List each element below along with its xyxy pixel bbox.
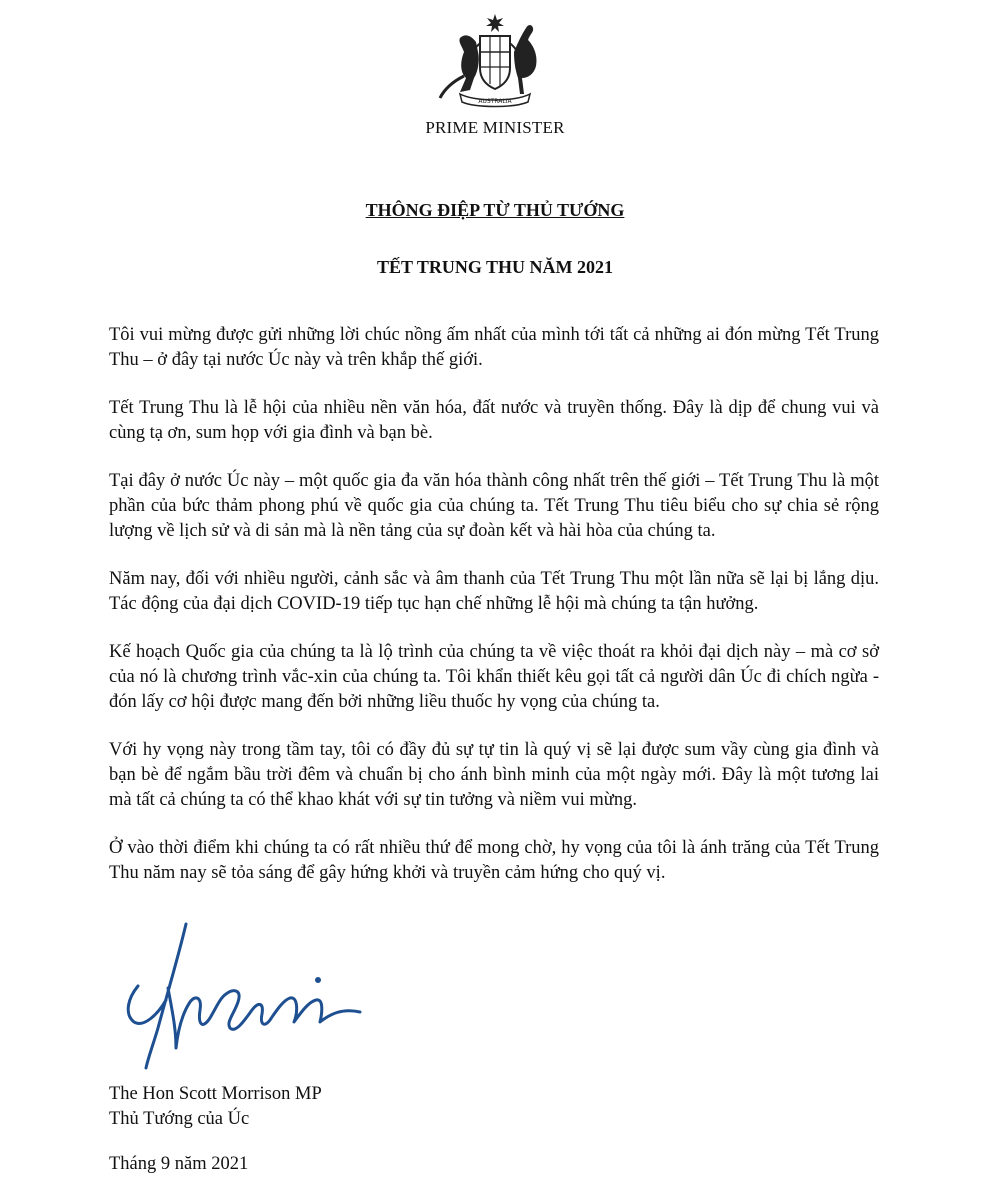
paragraph-1: Tôi vui mừng được gửi những lời chúc nồng ấm nhất của mình tới tất cả những ai đón mừng Tết Trung Thu – ở đây tại nước Úc này và trên khắp thế giới. [109,325,879,370]
coat-of-arms-icon [430,12,560,108]
office-heading: PRIME MINISTER [425,118,565,137]
signatory-name: The Hon Scott Morrison MP [109,1084,322,1104]
signature-image [118,918,378,1078]
signatory-role: Thủ Tướng của Úc [109,1109,250,1129]
crest-motto: AUSTRALIA [478,98,512,105]
paragraph-7: Ở vào thời điểm khi chúng ta có rất nhiều thứ để mong chờ, hy vọng của tôi là ánh trăng của Tết Trung Thu năm nay sẽ tỏa sáng để gây hứng khởi và truyền cảm hứng cho quý vị. [109,838,879,883]
paragraph-3: Tại đây ở nước Úc này – một quốc gia đa văn hóa thành công nhất trên thế giới – Tết Trung Thu là một phần của bức thảm phong phú về quốc gia của chúng ta. Tết Trung Thu tiêu biểu cho sự chia sẻ rộng lượng về lịch sử và di sản mà là nền tảng của sự đoàn kết và hài hòa của chúng ta. [109,471,879,541]
letter-subtitle: TẾT TRUNG THU NĂM 2021 [376,257,614,277]
paragraph-5: Kế hoạch Quốc gia của chúng ta là lộ trình của chúng ta về việc thoát ra khỏi đại dịch này – mà cơ sở của nó là chương trình vắc-xin của chúng ta. Tôi khẩn thiết kêu gọi tất cả người dân Úc đi chích ngừa - đón lấy cơ hội được mang đến bởi những liều thuốc hy vọng của chúng ta. [109,642,879,712]
signatory-block [109,1082,322,1132]
letter-title: THÔNG ĐIỆP TỪ THỦ TƯỚNG [365,200,625,220]
letter-body [109,323,879,909]
letter-date: Tháng 9 năm 2021 [109,1154,249,1174]
paragraph-2: Tết Trung Thu là lễ hội của nhiều nền văn hóa, đất nước và truyền thống. Đây là dịp để chung vui và cùng tạ ơn, sum họp với gia đình và bạn bè. [109,398,879,443]
paragraph-6: Với hy vọng này trong tầm tay, tôi có đầy đủ sự tự tin là quý vị sẽ lại được sum vầy cùng gia đình và bạn bè để ngắm bầu trời đêm và chuẩn bị cho ánh bình minh của một ngày mới. Đây là một tương lai mà tất cả chúng ta có thể khao khát với sự tin tưởng và niềm vui mừng. [109,740,879,810]
paragraph-4: Năm nay, đối với nhiều người, cảnh sắc và âm thanh của Tết Trung Thu một lần nữa sẽ lại bị lắng dịu. Tác động của đại dịch COVID-19 tiếp tục hạn chế những lễ hội mà chúng ta tận hưởng. [109,569,879,614]
